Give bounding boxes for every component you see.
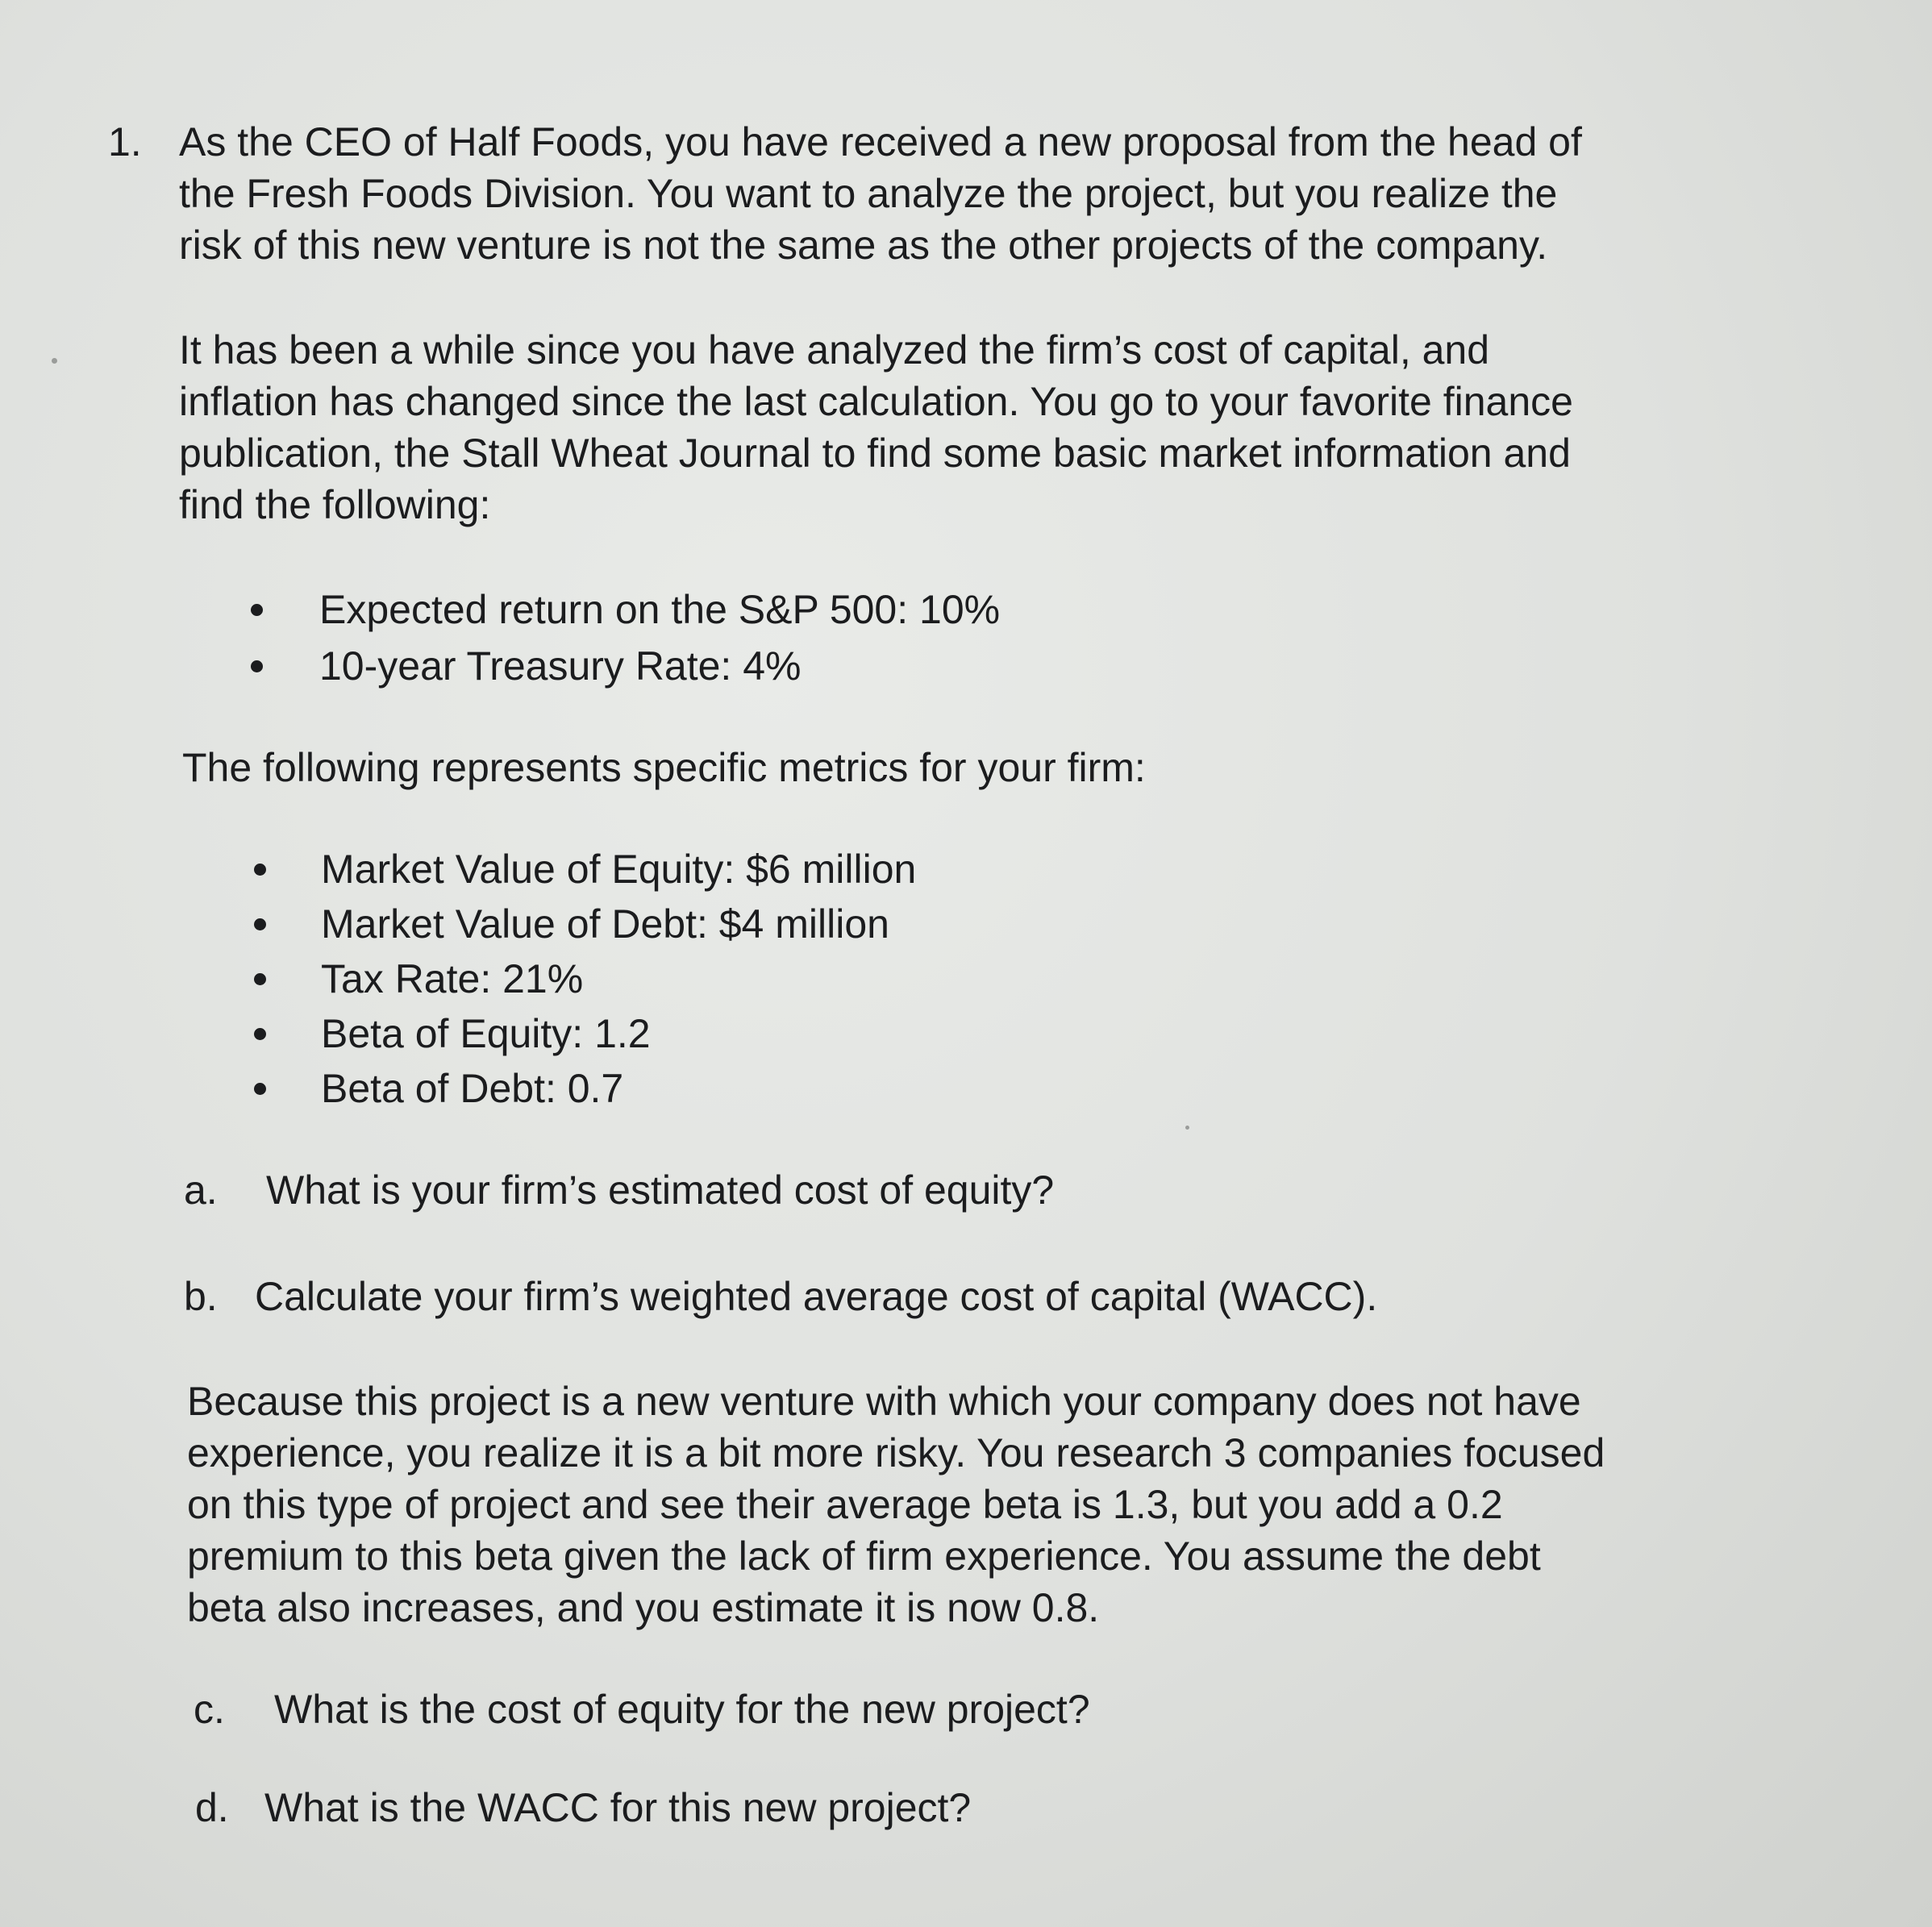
bullet-icon bbox=[254, 1028, 266, 1040]
paper-speck bbox=[1185, 1126, 1189, 1130]
project-line: experience, you realize it is a bit more risky. You research 3 companies focused bbox=[187, 1430, 1605, 1475]
market-intro-line: publication, the Stall Wheat Journal to find some basic market information and bbox=[179, 431, 1571, 476]
bullet-icon bbox=[251, 604, 263, 616]
question-text: What is your firm’s estimated cost of equity? bbox=[266, 1167, 1055, 1213]
project-line: Because this project is a new venture with which your company does not have bbox=[187, 1379, 1581, 1424]
list-item: 10-year Treasury Rate: 4% bbox=[319, 643, 802, 689]
list-item: Expected return on the S&P 500: 10% bbox=[319, 587, 1001, 632]
bullet-icon bbox=[254, 973, 266, 985]
list-item: Market Value of Debt: $4 million bbox=[321, 901, 889, 947]
list-item: Market Value of Equity: $6 million bbox=[321, 847, 917, 892]
question-text: Calculate your firm’s weighted average cost of capital (WACC). bbox=[255, 1274, 1378, 1319]
intro-line: the Fresh Foods Division. You want to analyze the project, but you realize the bbox=[179, 171, 1558, 216]
list-item: Tax Rate: 21% bbox=[321, 956, 584, 1001]
market-intro-line: It has been a while since you have analyzed the firm’s cost of capital, and bbox=[179, 327, 1490, 372]
market-intro-line: find the following: bbox=[179, 482, 491, 527]
list-item: Beta of Equity: 1.2 bbox=[321, 1011, 651, 1056]
project-line: beta also increases, and you estimate it is now 0.8. bbox=[187, 1585, 1100, 1630]
question-letter: a. bbox=[184, 1167, 218, 1213]
market-intro-line: inflation has changed since the last calculation. You go to your favorite finance bbox=[179, 379, 1573, 424]
bullet-icon bbox=[254, 864, 266, 876]
question-letter: b. bbox=[184, 1274, 218, 1319]
intro-line: risk of this new venture is not the same as the other projects of the company. bbox=[179, 223, 1548, 268]
paper-speck bbox=[52, 358, 57, 364]
question-letter: d. bbox=[195, 1785, 229, 1830]
bullet-icon bbox=[254, 918, 266, 930]
firm-metrics-intro: The following represents specific metrics for your firm: bbox=[182, 745, 1146, 790]
question-number: 1. bbox=[108, 119, 142, 164]
question-text: What is the cost of equity for the new project? bbox=[274, 1687, 1090, 1732]
project-line: premium to this beta given the lack of firm experience. You assume the debt bbox=[187, 1534, 1541, 1579]
project-line: on this type of project and see their average beta is 1.3, but you add a 0.2 bbox=[187, 1482, 1503, 1527]
bullet-icon bbox=[254, 1083, 266, 1095]
question-letter: c. bbox=[194, 1687, 225, 1732]
bullet-icon bbox=[251, 660, 263, 672]
intro-line: As the CEO of Half Foods, you have received a new proposal from the head of bbox=[179, 119, 1582, 164]
list-item: Beta of Debt: 0.7 bbox=[321, 1066, 624, 1111]
question-text: What is the WACC for this new project? bbox=[264, 1785, 972, 1830]
